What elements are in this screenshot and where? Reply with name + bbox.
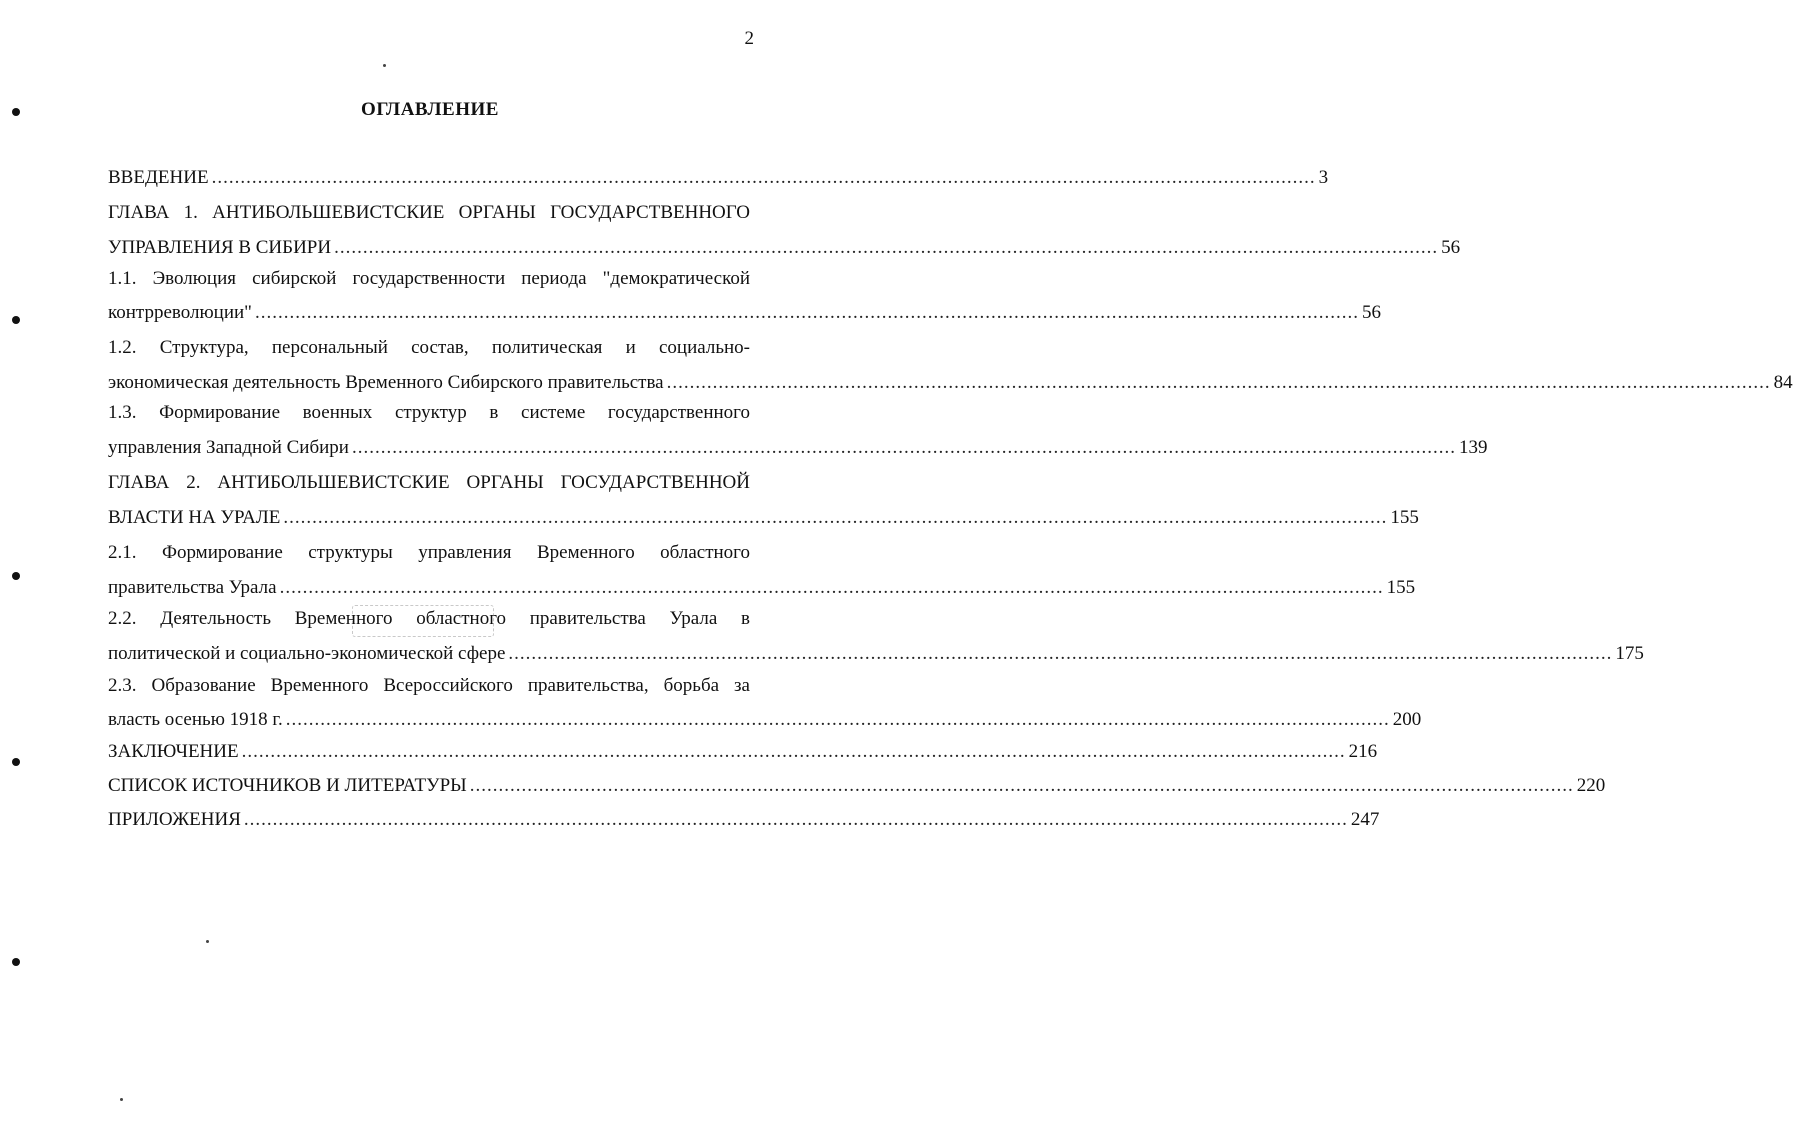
toc-entry-text: ЗАКЛЮЧЕНИЕ (108, 741, 239, 762)
toc-page-number: 56 (1361, 302, 1381, 323)
toc-leader-dots: ................................................................................................................................................................................................ (254, 302, 1359, 323)
toc-leader-dots: ................................................................................................................................................................................................ (241, 741, 1346, 762)
toc-page-number: 56 (1441, 237, 1461, 258)
toc-page-number: 247 (1350, 809, 1380, 830)
toc-entry-text: ВВЕДЕНИЕ (108, 167, 209, 188)
toc-entry-line (108, 738, 1378, 766)
toc-leader-dots: ................................................................................................................................................................................................ (283, 507, 1388, 528)
punch-hole-mark (12, 758, 20, 766)
toc-entry-line (108, 574, 1416, 602)
toc-page-number: 220 (1576, 775, 1606, 796)
toc-entry-line (108, 369, 1793, 397)
toc-entry-line: 2.3. Образование Временного Всероссийского правительства, борьба за (108, 675, 750, 696)
toc-page-number: 84 (1773, 372, 1793, 393)
toc-entry-line: 1.1. Эволюция сибирской государственности периода "демократической (108, 268, 750, 289)
toc-page-number: 3 (1318, 167, 1329, 188)
toc-leader-dots: ................................................................................................................................................................................................ (243, 809, 1348, 830)
punch-hole-mark (12, 958, 20, 966)
toc-entry-line: 1.3. Формирование военных структур в системе государственного (108, 402, 750, 423)
page-title: ОГЛАВЛЕНИЕ (361, 99, 499, 120)
toc-entry-line (108, 640, 1644, 668)
toc-page-number: 155 (1386, 577, 1416, 598)
toc-leader-dots: ................................................................................................................................................................................................ (285, 709, 1390, 730)
toc-entry-line: ГЛАВА 1. АНТИБОЛЬШЕВИСТСКИЕ ОРГАНЫ ГОСУДАРСТВЕННОГО (108, 202, 750, 223)
faint-stamp (352, 605, 494, 637)
toc-page-number: 139 (1458, 437, 1488, 458)
toc-leader-dots: ................................................................................................................................................................................................ (666, 372, 1771, 393)
toc-entry-line (108, 772, 1606, 800)
toc-entry-text: ПРИЛОЖЕНИЯ (108, 809, 241, 830)
toc-entry-line (108, 299, 1381, 327)
toc-leader-dots: ................................................................................................................................................................................................ (211, 167, 1316, 188)
toc-entry-text: УПРАВЛЕНИЯ В СИБИРИ (108, 237, 332, 258)
toc-entry-text: управления Западной Сибири (108, 437, 349, 458)
toc-page-number: 200 (1392, 709, 1422, 730)
toc-leader-dots: ................................................................................................................................................................................................ (508, 643, 1613, 664)
toc-entry-line (108, 234, 1461, 262)
toc-entry-text: контрреволюции" (108, 302, 252, 323)
toc-page-number: 155 (1390, 507, 1419, 528)
toc-entry-line (108, 434, 1488, 462)
toc-entry-text: власть осенью 1918 г. (108, 709, 283, 730)
toc-entry-text: политической и социально-экономической сфере (108, 643, 506, 664)
scan-speck (206, 940, 209, 943)
toc-page-number: 175 (1615, 643, 1644, 664)
toc-entry-text: СПИСОК ИСТОЧНИКОВ И ЛИТЕРАТУРЫ (108, 775, 467, 796)
toc-entry-line (108, 504, 1419, 532)
toc-entry-line (108, 164, 1329, 192)
punch-hole-mark (12, 108, 20, 116)
punch-hole-mark (12, 572, 20, 580)
toc-leader-dots: ................................................................................................................................................................................................ (334, 237, 1439, 258)
toc-entry-line: ГЛАВА 2. АНТИБОЛЬШЕВИСТСКИЕ ОРГАНЫ ГОСУДАРСТВЕННОЙ (108, 472, 750, 493)
toc-entry-line: 2.1. Формирование структуры управления Временного областного (108, 542, 750, 563)
toc-entry-line: 2.2. Деятельность Временного областного правительства Урала в (108, 608, 750, 629)
toc-entry-text: ВЛАСТИ НА УРАЛЕ (108, 507, 281, 528)
toc-entry-text: экономическая деятельность Временного Сибирского правительства (108, 372, 664, 393)
toc-entry-line (108, 806, 1380, 834)
toc-entry-line (108, 706, 1422, 734)
toc-leader-dots: ................................................................................................................................................................................................ (469, 775, 1574, 796)
scan-speck (383, 64, 386, 67)
scan-speck (120, 1098, 123, 1101)
page-number: 2 (744, 28, 754, 49)
toc-page-number: 216 (1348, 741, 1378, 762)
punch-hole-mark (12, 316, 20, 324)
toc-entry-line: 1.2. Структура, персональный состав, политическая и социально- (108, 337, 750, 358)
toc-leader-dots: ................................................................................................................................................................................................ (279, 577, 1384, 598)
toc-leader-dots: ................................................................................................................................................................................................ (351, 437, 1456, 458)
toc-entry-text: правительства Урала (108, 577, 277, 598)
